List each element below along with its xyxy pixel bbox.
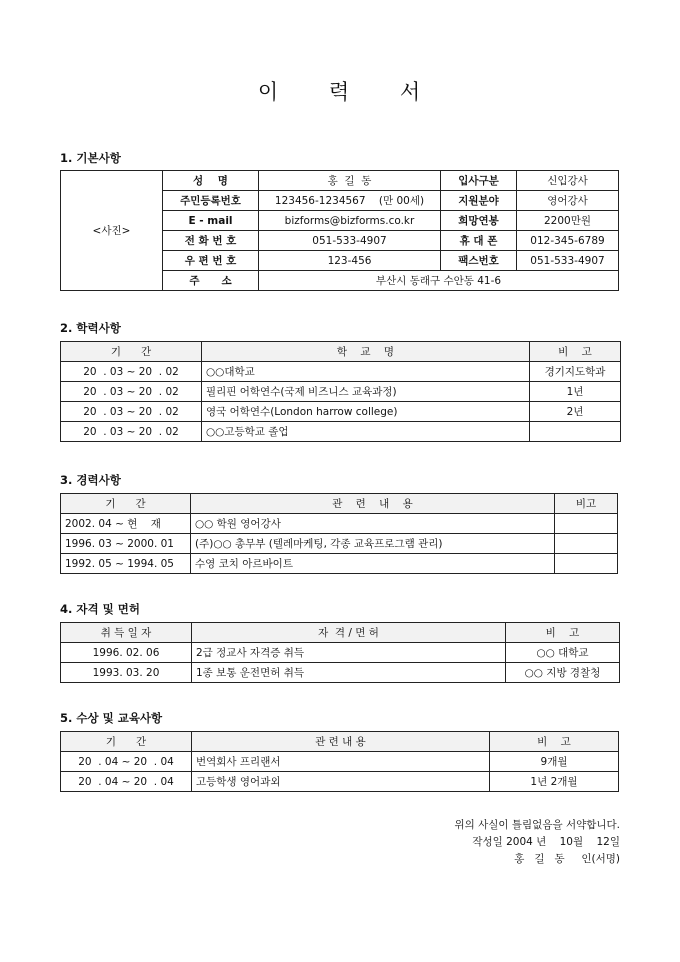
license-note: ○○ 대학교 bbox=[506, 643, 620, 663]
career-note bbox=[555, 554, 618, 574]
award-header-period: 기 간 bbox=[61, 732, 192, 752]
education-note: 1년 bbox=[530, 382, 621, 402]
phone-value: 051-533-4907 bbox=[259, 231, 441, 251]
award-header-content: 관 련 내 용 bbox=[192, 732, 490, 752]
table-row bbox=[61, 772, 619, 792]
email-value: bizforms@bizforms.co.kr bbox=[259, 211, 441, 231]
document-title bbox=[0, 76, 680, 106]
photo-placeholder: <사진> bbox=[61, 171, 163, 291]
title-char-1: 이 bbox=[257, 80, 281, 104]
award-note: 1년 2개월 bbox=[490, 772, 619, 792]
education-school: 영국 어학연수(London harrow college) bbox=[202, 402, 530, 422]
education-table bbox=[60, 341, 621, 442]
award-period: 20 . 04 ~ 20 . 04 bbox=[61, 772, 192, 792]
name-value: 홍 길 동 bbox=[259, 171, 441, 191]
salary-value: 2200만원 bbox=[517, 211, 619, 231]
title-char-2: 력 bbox=[328, 80, 352, 104]
phone-label: 전 화 번 호 bbox=[163, 231, 259, 251]
section-basic-title: 1. 기본사항 bbox=[60, 151, 121, 165]
salary-label: 희망연봉 bbox=[441, 211, 517, 231]
address-label: 주 소 bbox=[163, 271, 259, 291]
mobile-label: 휴 대 폰 bbox=[441, 231, 517, 251]
entry-type-label: 입사구분 bbox=[441, 171, 517, 191]
license-date: 1996. 02. 06 bbox=[61, 643, 192, 663]
mobile-value: 012-345-6789 bbox=[517, 231, 619, 251]
table-row bbox=[61, 643, 620, 663]
table-row bbox=[61, 402, 621, 422]
education-header-school: 학 교 명 bbox=[202, 342, 530, 362]
award-content: 번역회사 프리랜서 bbox=[192, 752, 490, 772]
education-period: 20 . 03 ~ 20 . 02 bbox=[61, 362, 202, 382]
section-award-title: 5. 수상 및 교육사항 bbox=[60, 711, 163, 725]
section-career-title: 3. 경력사항 bbox=[60, 473, 121, 487]
table-row bbox=[61, 382, 621, 402]
signature-line: 홍 길 동 인(서명) bbox=[514, 853, 620, 865]
signature-block bbox=[455, 817, 621, 868]
career-header-note: 비고 bbox=[555, 494, 618, 514]
table-row bbox=[61, 534, 618, 554]
career-content: (주)○○ 총무부 (텔레마케팅, 각종 교육프로그램 관리) bbox=[191, 534, 555, 554]
award-table bbox=[60, 731, 619, 792]
license-header-note: 비 고 bbox=[506, 623, 620, 643]
award-header-note: 비 고 bbox=[490, 732, 619, 752]
table-row bbox=[61, 362, 621, 382]
career-period: 1992. 05 ~ 1994. 05 bbox=[61, 554, 191, 574]
career-header-content: 관 련 내 용 bbox=[191, 494, 555, 514]
education-note: 2년 bbox=[530, 402, 621, 422]
career-period: 2002. 04 ~ 현 재 bbox=[61, 514, 191, 534]
education-note: 경기지도학과 bbox=[530, 362, 621, 382]
award-note: 9개월 bbox=[490, 752, 619, 772]
postal-value: 123-456 bbox=[259, 251, 441, 271]
award-content: 고등학생 영어과외 bbox=[192, 772, 490, 792]
table-row bbox=[61, 663, 620, 683]
table-row bbox=[61, 554, 618, 574]
career-note bbox=[555, 534, 618, 554]
education-school: ○○고등학교 졸업 bbox=[202, 422, 530, 442]
table-row bbox=[61, 752, 619, 772]
table-row bbox=[61, 422, 621, 442]
career-header-period: 기 간 bbox=[61, 494, 191, 514]
entry-type-value: 신입강사 bbox=[517, 171, 619, 191]
education-period: 20 . 03 ~ 20 . 02 bbox=[61, 422, 202, 442]
address-value: 부산시 동래구 수안동 41-6 bbox=[259, 271, 619, 291]
title-char-3: 서 bbox=[399, 80, 423, 104]
career-note bbox=[555, 514, 618, 534]
education-period: 20 . 03 ~ 20 . 02 bbox=[61, 402, 202, 422]
written-date: 작성일 2004 년 10월 12일 bbox=[472, 836, 620, 848]
license-header-content: 자 격 / 면 허 bbox=[192, 623, 506, 643]
id-value: 123456-1234567 (만 00세) bbox=[259, 191, 441, 211]
section-education-title: 2. 학력사항 bbox=[60, 321, 121, 335]
basic-info-table bbox=[60, 170, 619, 291]
fax-label: 팩스번호 bbox=[441, 251, 517, 271]
education-period: 20 . 03 ~ 20 . 02 bbox=[61, 382, 202, 402]
career-period: 1996. 03 ~ 2000. 01 bbox=[61, 534, 191, 554]
education-school: ○○대학교 bbox=[202, 362, 530, 382]
career-content: ○○ 학원 영어강사 bbox=[191, 514, 555, 534]
table-row bbox=[61, 514, 618, 534]
field-value: 영어강사 bbox=[517, 191, 619, 211]
id-label: 주민등록번호 bbox=[163, 191, 259, 211]
license-content: 1종 보통 운전면허 취득 bbox=[192, 663, 506, 683]
education-school: 필리핀 어학연수(국제 비즈니스 교육과정) bbox=[202, 382, 530, 402]
fax-value: 051-533-4907 bbox=[517, 251, 619, 271]
license-table bbox=[60, 622, 620, 683]
field-label: 지원분야 bbox=[441, 191, 517, 211]
email-label: E - mail bbox=[163, 211, 259, 231]
name-label: 성 명 bbox=[163, 171, 259, 191]
license-note: ○○ 지방 경찰청 bbox=[506, 663, 620, 683]
license-header-date: 취 득 일 자 bbox=[61, 623, 192, 643]
pledge-statement: 위의 사실이 틀림없음을 서약합니다. bbox=[454, 819, 620, 831]
education-note bbox=[530, 422, 621, 442]
education-header-period: 기 간 bbox=[61, 342, 202, 362]
award-period: 20 . 04 ~ 20 . 04 bbox=[61, 752, 192, 772]
license-content: 2급 정교사 자격증 취득 bbox=[192, 643, 506, 663]
section-license-title: 4. 자격 및 면허 bbox=[60, 602, 140, 616]
education-header-note: 비 고 bbox=[530, 342, 621, 362]
postal-label: 우 편 번 호 bbox=[163, 251, 259, 271]
career-table bbox=[60, 493, 618, 574]
license-date: 1993. 03. 20 bbox=[61, 663, 192, 683]
career-content: 수영 코치 아르바이트 bbox=[191, 554, 555, 574]
